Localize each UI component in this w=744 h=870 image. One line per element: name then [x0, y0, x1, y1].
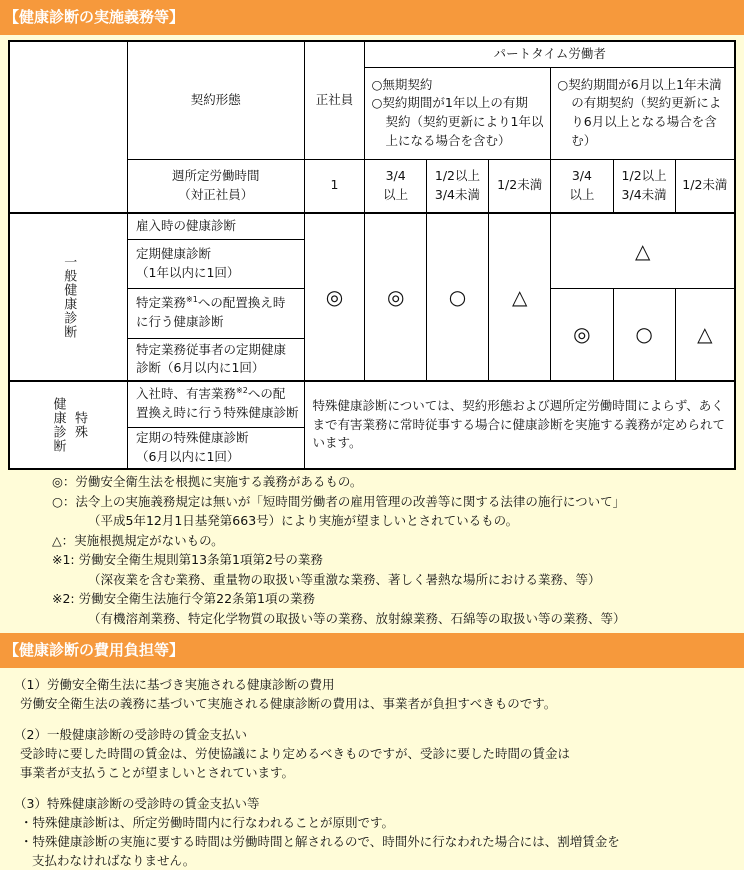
contract-b-line: の有期契約（契約更新によ [571, 95, 722, 111]
cost-body: 受診時に要した時間の賃金は、労使協議により定めるべきものですが、受診に要した時間の賃金は [20, 746, 571, 761]
cost-section [14, 675, 620, 870]
contract-a-line: ○無期契約 [371, 76, 433, 92]
row-specific-worker-check [128, 338, 305, 381]
note-ref2: ※2: 労働安全衛生法施行令第22条第1項の業務 [52, 591, 315, 606]
row-text: に行う健康診断 [136, 314, 224, 330]
note-double-circle: ◎：労働安全衛生法を根拠に実施する義務があるもの。 [52, 474, 363, 489]
hours-label [128, 159, 305, 213]
general-group [9, 213, 128, 381]
hours-a-under12: 1/2未満 [489, 159, 551, 213]
symbol-triangle: △ [675, 288, 735, 381]
contract-a [365, 67, 551, 159]
hours-b-34 [551, 159, 613, 213]
general-group-label: 一般健康診断 [61, 255, 77, 339]
symbol-double-circle: ◎ [365, 213, 426, 381]
hours-text: 3/4未満 [621, 186, 667, 202]
health-check-table [8, 40, 736, 470]
hours-b-12-34 [613, 159, 675, 213]
section-header-costs: 【健康診断の費用負担等】 [0, 633, 744, 668]
special-group [9, 381, 128, 469]
row-text: 診断（6月以内に1回） [136, 360, 265, 376]
special-group-label: 特殊 [72, 411, 87, 439]
row-hiring-check: 雇入時の健康診断 [128, 213, 305, 239]
row-text: （6月以内に1回） [136, 448, 240, 464]
symbol-triangle: △ [489, 213, 551, 381]
cost-bullet: ・特殊健康診断の実施に要する時間は労働時間と解されるので、時間外に行なわれた場合には、割増賃金を [20, 834, 620, 849]
contract-b-line: り6月以上となる場合を含 [571, 114, 717, 129]
row-text: への配 [247, 386, 286, 402]
row-special-periodic [128, 427, 305, 469]
hours-regular: 1 [304, 159, 365, 213]
row-text: 特定業務 [136, 295, 187, 311]
row-text: への配置換え時 [197, 295, 286, 311]
hours-text: 1/2以上 [434, 168, 481, 183]
special-group-label: 健康診断 [50, 397, 66, 453]
row-text: （1年以内に1回） [136, 264, 240, 280]
contract-b [551, 67, 735, 159]
symbol-double-circle: ◎ [304, 213, 365, 381]
hours-label-line: （対正社員） [178, 186, 254, 202]
symbol-circle: ○ [613, 288, 675, 381]
hours-a-12-34 [426, 159, 488, 213]
note-triangle: △：実施根拠規定がないもの。 [52, 532, 224, 548]
contract-a-line: 上になる場合を含む） [385, 132, 511, 148]
parttime-header: パートタイム労働者 [365, 41, 735, 67]
row-periodic-check [128, 239, 305, 288]
row-text: 置換え時に行う特殊健康診断 [136, 405, 299, 421]
cost-body: 労働安全衛生法の義務に基づいて実施される健康診断の費用は、事業者が負担すべきものです。 [20, 696, 557, 711]
contract-type-label: 契約形態 [128, 41, 305, 159]
hours-text: 3/4 [385, 168, 406, 183]
hours-text: 以上 [569, 186, 595, 202]
note-circle-cont: （平成5年12月1日基発第663号）により実施が望ましいとされているもの。 [88, 513, 519, 528]
note-ref1: ※1: 労働安全衛生規則第13条第1項第2号の業務 [52, 552, 323, 567]
note-circle: ○：法令上の実施義務規定は無いが「短時間労働者の雇用管理の改善等に関する法律の施行について」 [52, 493, 626, 509]
row-text: 入社時、有害業務 [136, 386, 237, 402]
hours-text: 1/2以上 [621, 168, 667, 183]
row-special-hiring [128, 381, 305, 427]
symbol-double-circle: ◎ [551, 288, 613, 381]
note-ref1-cont: （深夜業を含む業務、重量物の取扱い等重激な業務、著しく暑熱な場所における業務、等） [88, 571, 601, 587]
legend-notes [52, 472, 626, 628]
cost-heading-3: （3）特殊健康診断の受診時の賃金支払い等 [14, 796, 260, 811]
hours-a-34 [365, 159, 426, 213]
row-text: 定期健康診断 [136, 245, 212, 261]
contract-b-line: ○契約期間が6月以上1年未満 [557, 76, 722, 92]
footnote-ref: ※2 [236, 386, 248, 396]
note-ref2-cont: （有機溶剤業務、特定化学物質の取扱い等の業務、放射線業務、石綿等の取扱い等の業務、等） [88, 610, 626, 626]
row-reassignment-check [128, 288, 305, 338]
cost-heading-1: （1）労働安全衛生法に基づき実施される健康診断の費用 [14, 677, 335, 692]
section-header-obligations: 【健康診断の実施義務等】 [0, 0, 744, 35]
hours-text: 3/4未満 [434, 186, 481, 202]
special-note: 特殊健康診断については、契約形態および週所定労働時間によらず、あくまで有害業務に常時従事する場合に健康診断を実施する義務が定められています。 [304, 381, 735, 469]
row-text: 定期の特殊健康診断 [136, 430, 249, 445]
hours-b-under12: 1/2未満 [675, 159, 735, 213]
footnote-ref: ※1 [186, 295, 198, 305]
contract-a-line: 契約（契約更新により1年以 [385, 114, 544, 129]
contract-a-line: ○契約期間が1年以上の有期 [371, 95, 528, 111]
cost-bullet-cont: 支払わなければなりません。 [32, 853, 196, 868]
hours-text: 以上 [383, 186, 409, 202]
hours-text: 3/4 [571, 168, 592, 183]
symbol-triangle: △ [551, 213, 735, 288]
row-text: 特定業務従事者の定期健康 [136, 341, 287, 357]
corner-cell [9, 41, 128, 213]
contract-b-line: む） [571, 132, 597, 148]
symbol-circle: ○ [426, 213, 488, 381]
cost-heading-2: （2）一般健康診断の受診時の賃金支払い [14, 727, 247, 742]
cost-body: 事業者が支払うことが望ましいとされています。 [20, 765, 295, 780]
cost-bullet: ・特殊健康診断は、所定労働時間内に行なわれることが原則です。 [20, 815, 395, 830]
regular-employee-header: 正社員 [304, 41, 365, 159]
hours-label-line: 週所定労働時間 [171, 168, 260, 183]
